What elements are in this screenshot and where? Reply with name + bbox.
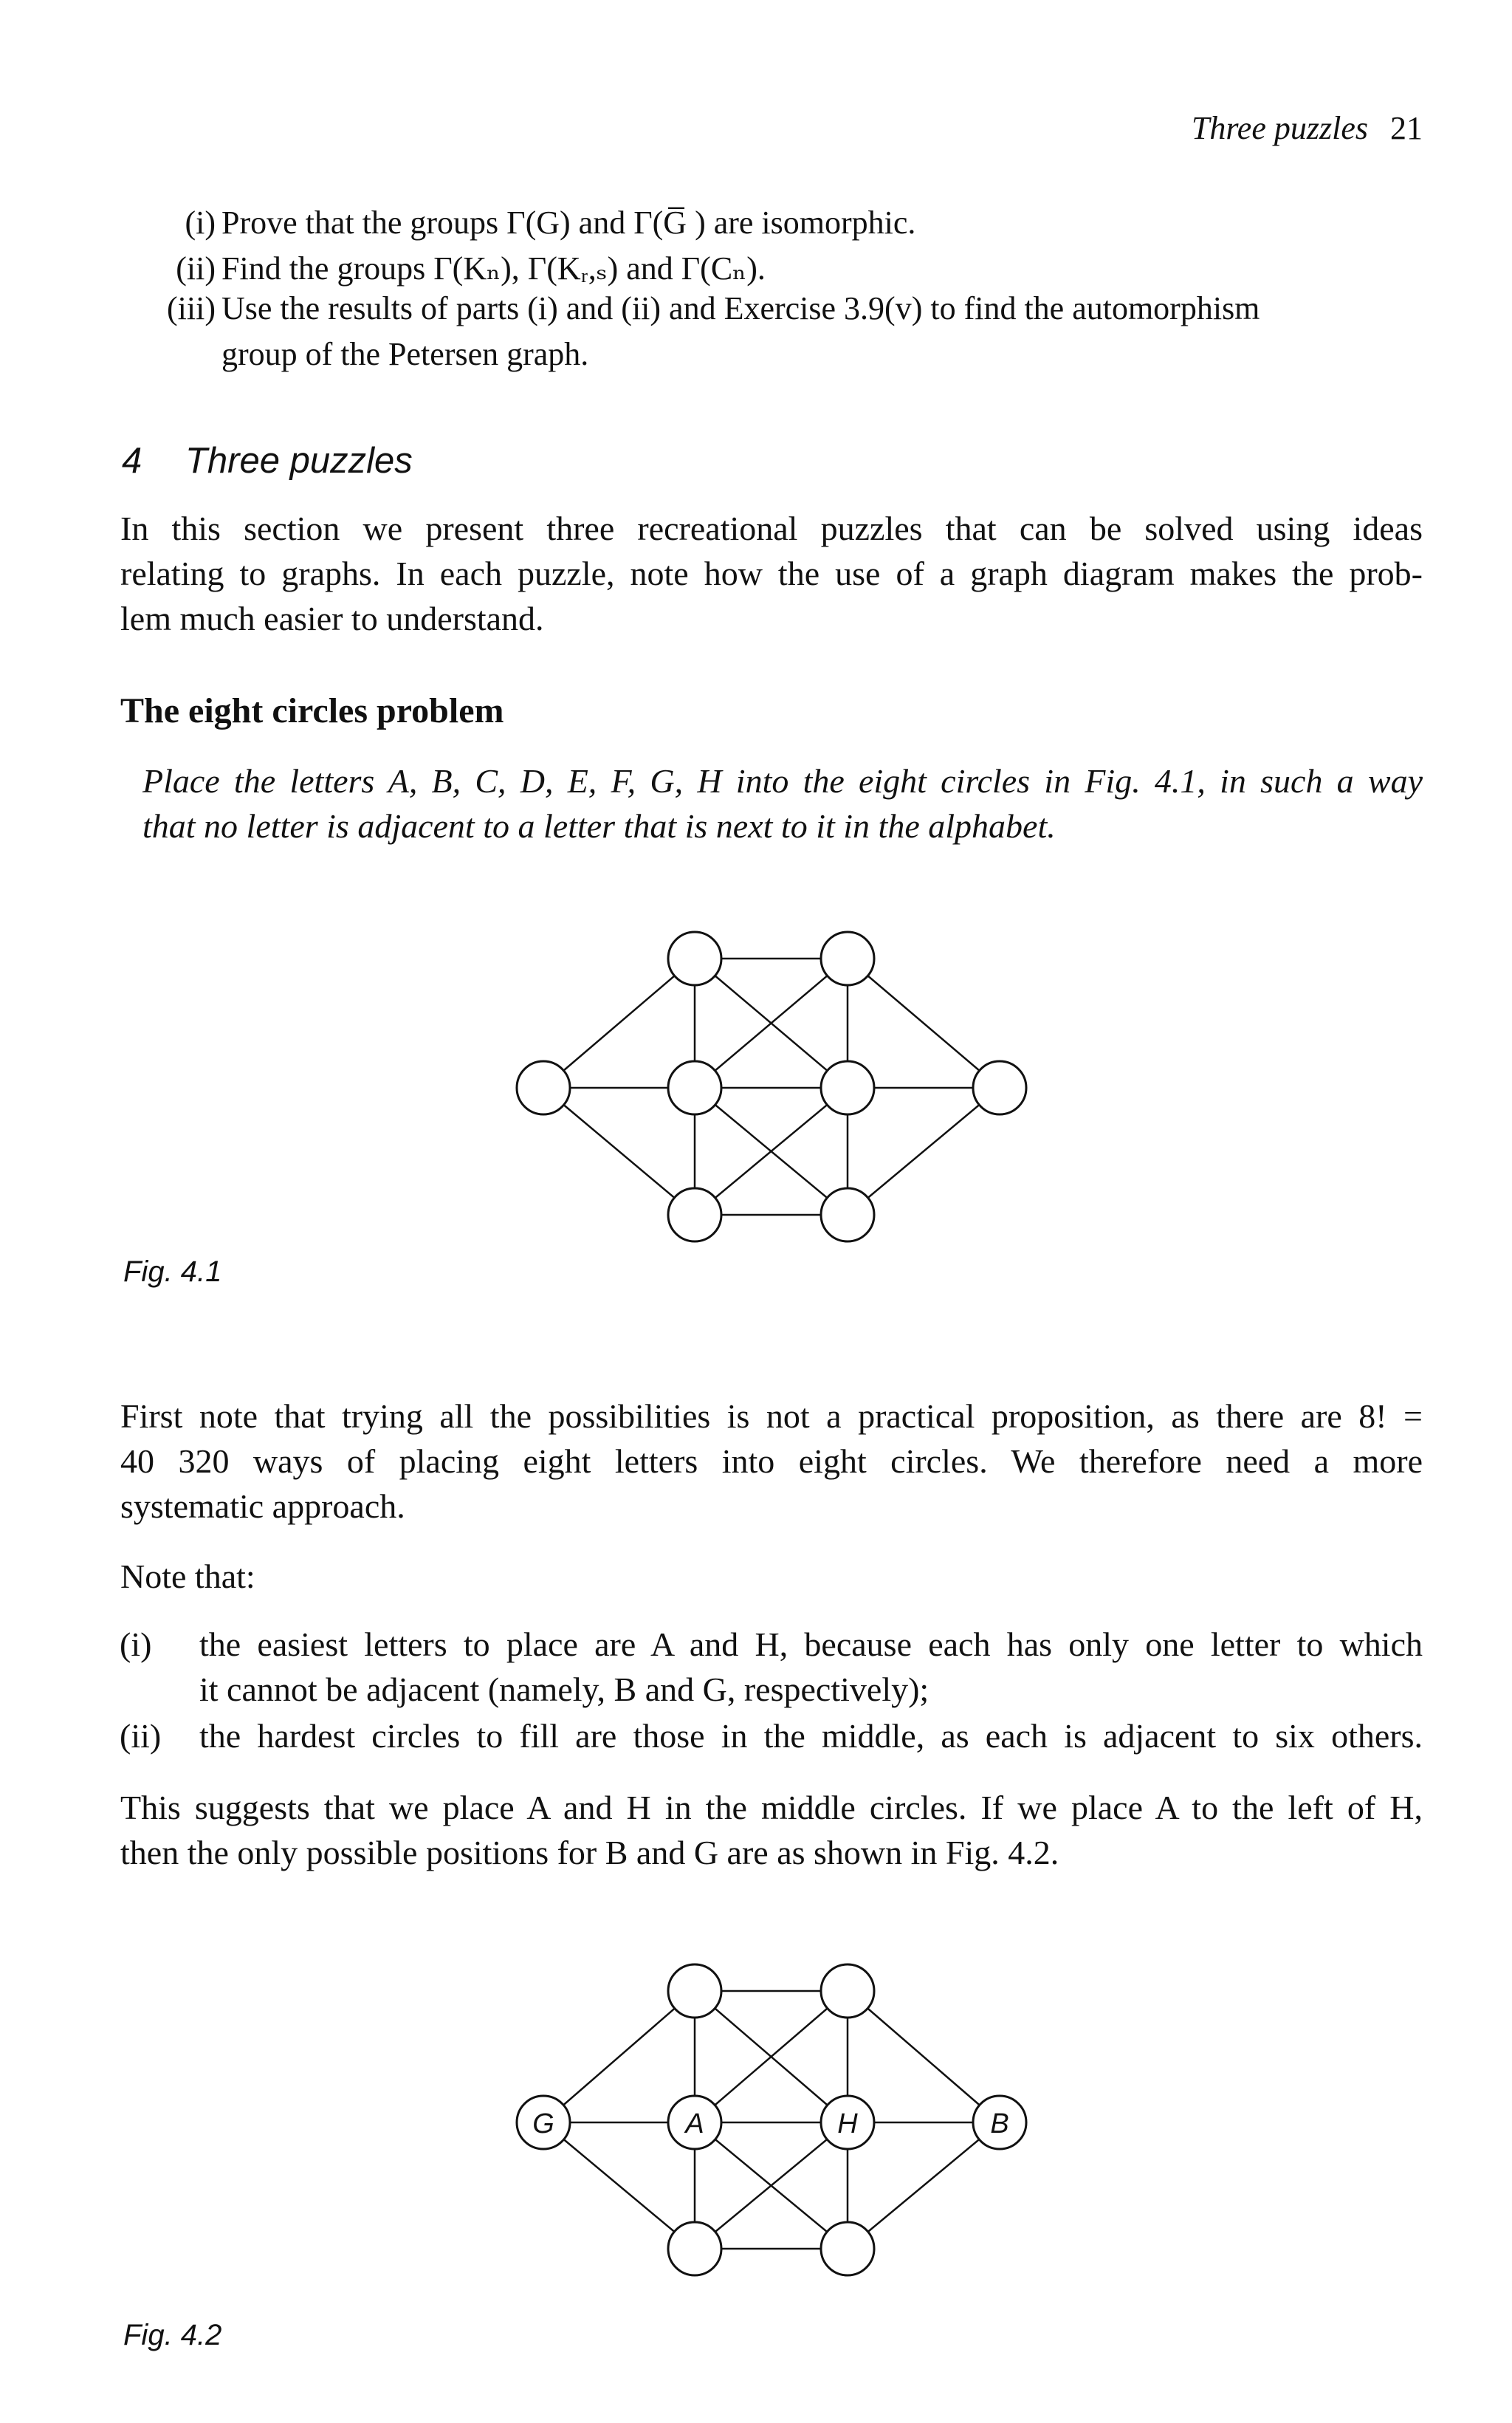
graph-node xyxy=(821,1188,874,1241)
note-line: it cannot be adjacent (namely, B and G, respectively); xyxy=(199,1670,929,1708)
graph-node xyxy=(668,932,721,985)
note-line: the easiest letters to place are A and H, because each has only one letter to which xyxy=(199,1625,1423,1663)
graph-edge xyxy=(848,2122,1000,2249)
running-head-title: Three puzzles xyxy=(1191,110,1368,146)
section-title: Three puzzles xyxy=(185,441,413,481)
node-label-h: H xyxy=(837,2108,858,2139)
paragraph-line: 40 320 ways of placing eight letters into eight circles. We therefore need a more xyxy=(120,1442,1423,1480)
node-label-b: B xyxy=(990,2108,1009,2139)
figure-4-2 xyxy=(0,1920,1512,2334)
graph-node xyxy=(821,932,874,985)
graph-edge xyxy=(543,959,695,1088)
paragraph-line: then the only possible positions for B and G are as shown in Fig. 4.2. xyxy=(120,1834,1059,1871)
exercise-part-label: (ii) xyxy=(176,250,216,287)
puzzle-line: that no letter is adjacent to a letter that is next to it in the alphabet. xyxy=(142,807,1056,845)
puzzle-line: Place the letters A, B, C, D, E, F, G, H into the eight circles in Fig. 4.1, in such a way xyxy=(142,762,1423,800)
graph-node xyxy=(973,1061,1026,1114)
paragraph-line: First note that trying all the possibilities is not a practical proposition, as there are 8! = xyxy=(120,1397,1423,1435)
graph-edge xyxy=(848,959,1000,1088)
paragraph-line: Note that: xyxy=(120,1557,255,1595)
page-number: 21 xyxy=(1390,110,1423,146)
graph-node xyxy=(668,1061,721,1114)
graph-node xyxy=(668,1188,721,1241)
graph-edge xyxy=(848,1088,1000,1215)
body-paragraph xyxy=(120,1394,1423,1529)
exercise-part-text: Use the results of parts (i) and (ii) and Exercise 3.9(v) to find the automorphism xyxy=(221,290,1260,326)
graph-edge xyxy=(543,2122,695,2249)
paragraph-line: lem much easier to understand. xyxy=(120,600,544,637)
note-label: (i) xyxy=(120,1625,152,1663)
note-line: the hardest circles to fill are those in the middle, as each is adjacent to six others. xyxy=(199,1717,1423,1755)
closing-paragraph xyxy=(120,1785,1423,1875)
graph-edge xyxy=(543,1088,695,1215)
paragraph-line: In this section we present three recreational puzzles that can be solved using ideas xyxy=(120,510,1423,547)
figure-caption: Fig. 4.2 xyxy=(123,2319,222,2351)
graph-edge xyxy=(848,1991,1000,2122)
exercise-part-text: Find the groups Γ(Kₙ), Γ(Kᵣ,ₛ) and Γ(Cₙ). xyxy=(221,250,766,287)
exercise-part-text: group of the Petersen graph. xyxy=(221,336,589,372)
graph-node xyxy=(821,1964,874,2018)
graph-edge xyxy=(543,1991,695,2122)
graph-node xyxy=(821,2222,874,2275)
node-label-g: G xyxy=(532,2108,554,2139)
subheading: The eight circles problem xyxy=(120,691,504,730)
note-label: (ii) xyxy=(120,1717,162,1755)
paragraph-line: This suggests that we place A and H in the middle circles. If we place A to the left of H, xyxy=(120,1789,1423,1826)
paragraph-line: relating to graphs. In each puzzle, note how the use of a graph diagram makes the prob- xyxy=(120,555,1423,592)
node-label-a: A xyxy=(685,2108,704,2139)
graph-node xyxy=(821,1061,874,1114)
note-intro xyxy=(120,1554,1423,1599)
paragraph-line: systematic approach. xyxy=(120,1487,405,1525)
graph-node xyxy=(668,2222,721,2275)
graph-node xyxy=(668,1964,721,2018)
section-number: 4 xyxy=(122,441,142,481)
note-item xyxy=(120,1713,1423,1758)
exercise-part-label: (i) xyxy=(185,205,216,241)
note-item xyxy=(120,1622,1423,1712)
exercise-part-label: (iii) xyxy=(167,290,216,326)
figure-caption: Fig. 4.1 xyxy=(123,1255,222,1288)
graph-node xyxy=(517,1061,570,1114)
exercise-part-text: Prove that the groups Γ(G) and Γ(G̅ ) are isomorphic. xyxy=(221,205,916,241)
